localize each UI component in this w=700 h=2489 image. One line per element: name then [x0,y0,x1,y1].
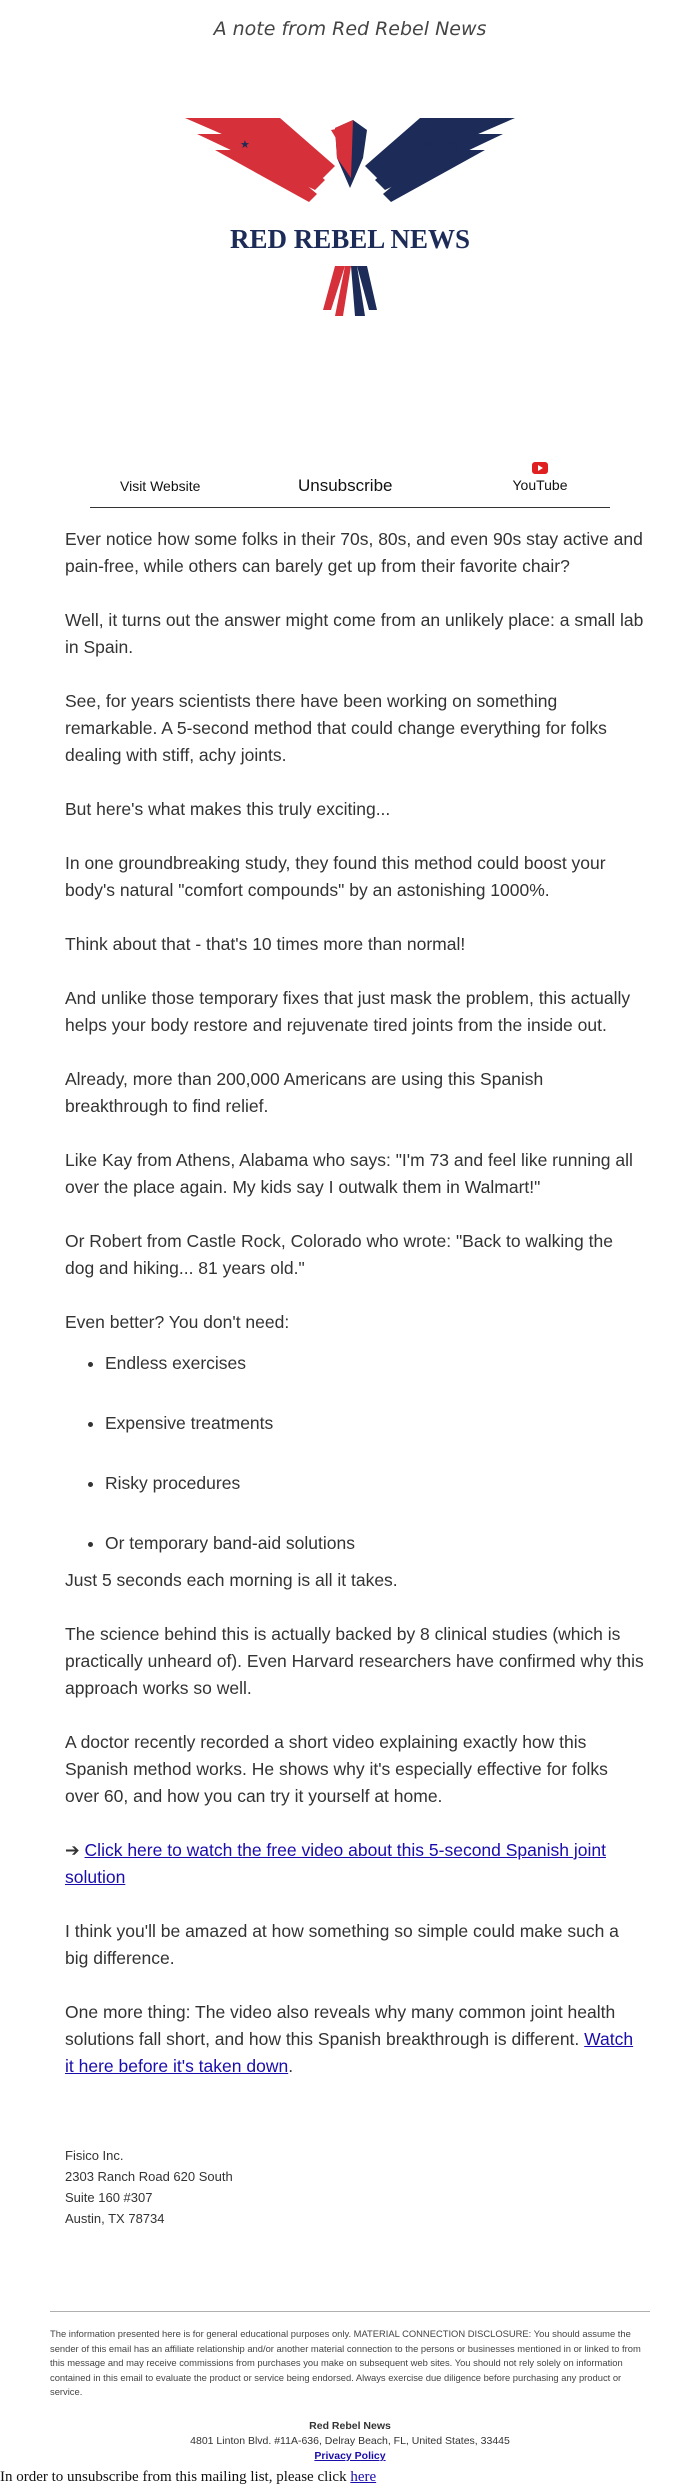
footer-divider [50,2311,650,2312]
nav-divider [90,507,610,508]
sender-address [65,2145,233,2229]
top-nav [90,462,610,502]
cta-paragraph [65,1837,645,1891]
disclaimer-text: The information presented here is for general educational purposes only. MATERIAL CONNECTION DISCLOSURE: You should assume the sender of this email has an affiliate relationship and/or another material connection to the persons or businesses mentioned in or linked to from this message and may receive commissions from purchases you make on subsequent web sites. You should not rely solely on information contained in this email to evaluate the product or service being endorsed. Always exercise due diligence before purchasing any product or service. [50,2328,641,2397]
youtube-icon [532,462,548,474]
youtube-label: YouTube [512,477,568,493]
paragraph: Even better? You don't need: [65,1312,290,1332]
red-rebel-news-logo [185,118,515,318]
company-name: Red Rebel News [309,2420,391,2432]
list-item: • Risky procedures [105,1470,645,1497]
paragraph: Think about that - that's 10 times more than normal! [65,934,466,954]
youtube-link[interactable] [505,462,575,493]
paragraph: In one groundbreaking study, they found this method could boost your body's natural "comfort compounds" by an astonishing 1000%. [65,853,606,900]
paragraph: Well, it turns out the answer might come from an unlikely place: a small lab in Spain. [65,610,644,657]
paragraph: Or Robert from Castle Rock, Colorado who wrote: "Back to walking the dog and hiking... 81 years old." [65,1231,613,1278]
logo-wordmark: RED REBEL NEWS [229,224,471,254]
closing-paragraph [65,1999,645,2080]
paragraph: See, for years scientists there have been working on something remarkable. A 5-second method that could change everything for folks dealing with stiff, achy joints. [65,691,607,765]
list-item: • Expensive treatments [105,1410,645,1437]
paragraph: Already, more than 200,000 Americans are using this Spanish breakthrough to find relief. [65,1069,544,1116]
address-line: Fisico Inc. [65,2148,124,2163]
address-line: Austin, TX 78734 [65,2211,165,2226]
privacy-policy-link[interactable]: Privacy Policy [314,2450,386,2462]
address-line: 2303 Ranch Road 620 South [65,2169,233,2184]
closing-text: One more thing: The video also reveals why many common joint health solutions fall short, and how this Spanish breakthrough is different. [65,2002,616,2049]
watch-video-link[interactable]: Click here to watch the free video about this 5-second Spanish joint solution [65,1840,606,1887]
email-body [65,526,645,2107]
no-need-list [65,1350,645,1557]
company-address: 4801 Linton Blvd. #11A-636, Delray Beach, FL, United States, 33445 [190,2435,510,2447]
paragraph: The science behind this is actually backed by 8 clinical studies (which is practically unheard of). Even Harvard researchers have confirmed why this approach works so well. [65,1624,644,1698]
watch-it-here-link[interactable]: Watch it here before it's taken down [65,2029,634,2076]
visit-website-link[interactable]: Visit Website [120,478,201,494]
unsubscribe-text: In order to unsubscribe from this mailing list, please click [0,2469,351,2485]
closing-period: . [288,2056,294,2076]
arrow-icon: ➔ [65,1840,80,1860]
unsubscribe-link[interactable]: Unsubscribe [298,476,393,495]
paragraph: Just 5 seconds each morning is all it takes. [65,1570,398,1590]
logo-star-left-2: ★ [265,139,275,151]
header-note: A note from Red Rebel News [213,18,487,40]
paragraph: A doctor recently recorded a short video explaining exactly how this Spanish method works. He shows why it's especially effective for folks over 60, and how you can try it yourself at home. [65,1732,608,1806]
unsubscribe-here-link[interactable]: here [350,2469,377,2485]
address-line: Suite 160 #307 [65,2190,153,2205]
paragraph: Ever notice how some folks in their 70s, 80s, and even 90s stay active and pain-free, while others can barely get up from their favorite chair? [65,529,643,576]
company-info [0,2419,700,2464]
list-item: • Or temporary band-aid solutions [105,1530,645,1557]
logo-star-right-2: ★ [450,139,460,151]
paragraph: And unlike those temporary fixes that just mask the problem, this actually helps your body restore and rejuvenate tired joints from the inside out. [65,988,631,1035]
logo-star-left-1: ★ [240,139,250,151]
unsubscribe-line [0,2469,376,2486]
logo-star-right-1: ★ [425,139,435,151]
paragraph: Like Kay from Athens, Alabama who says: "I'm 73 and feel like running all over the place again. My kids say I outwalk them in Walmart!" [65,1150,633,1197]
paragraph: I think you'll be amazed at how something so simple could make such a big difference. [65,1921,619,1968]
paragraph: But here's what makes this truly exciting... [65,799,391,819]
list-item: • Endless exercises [105,1350,645,1377]
